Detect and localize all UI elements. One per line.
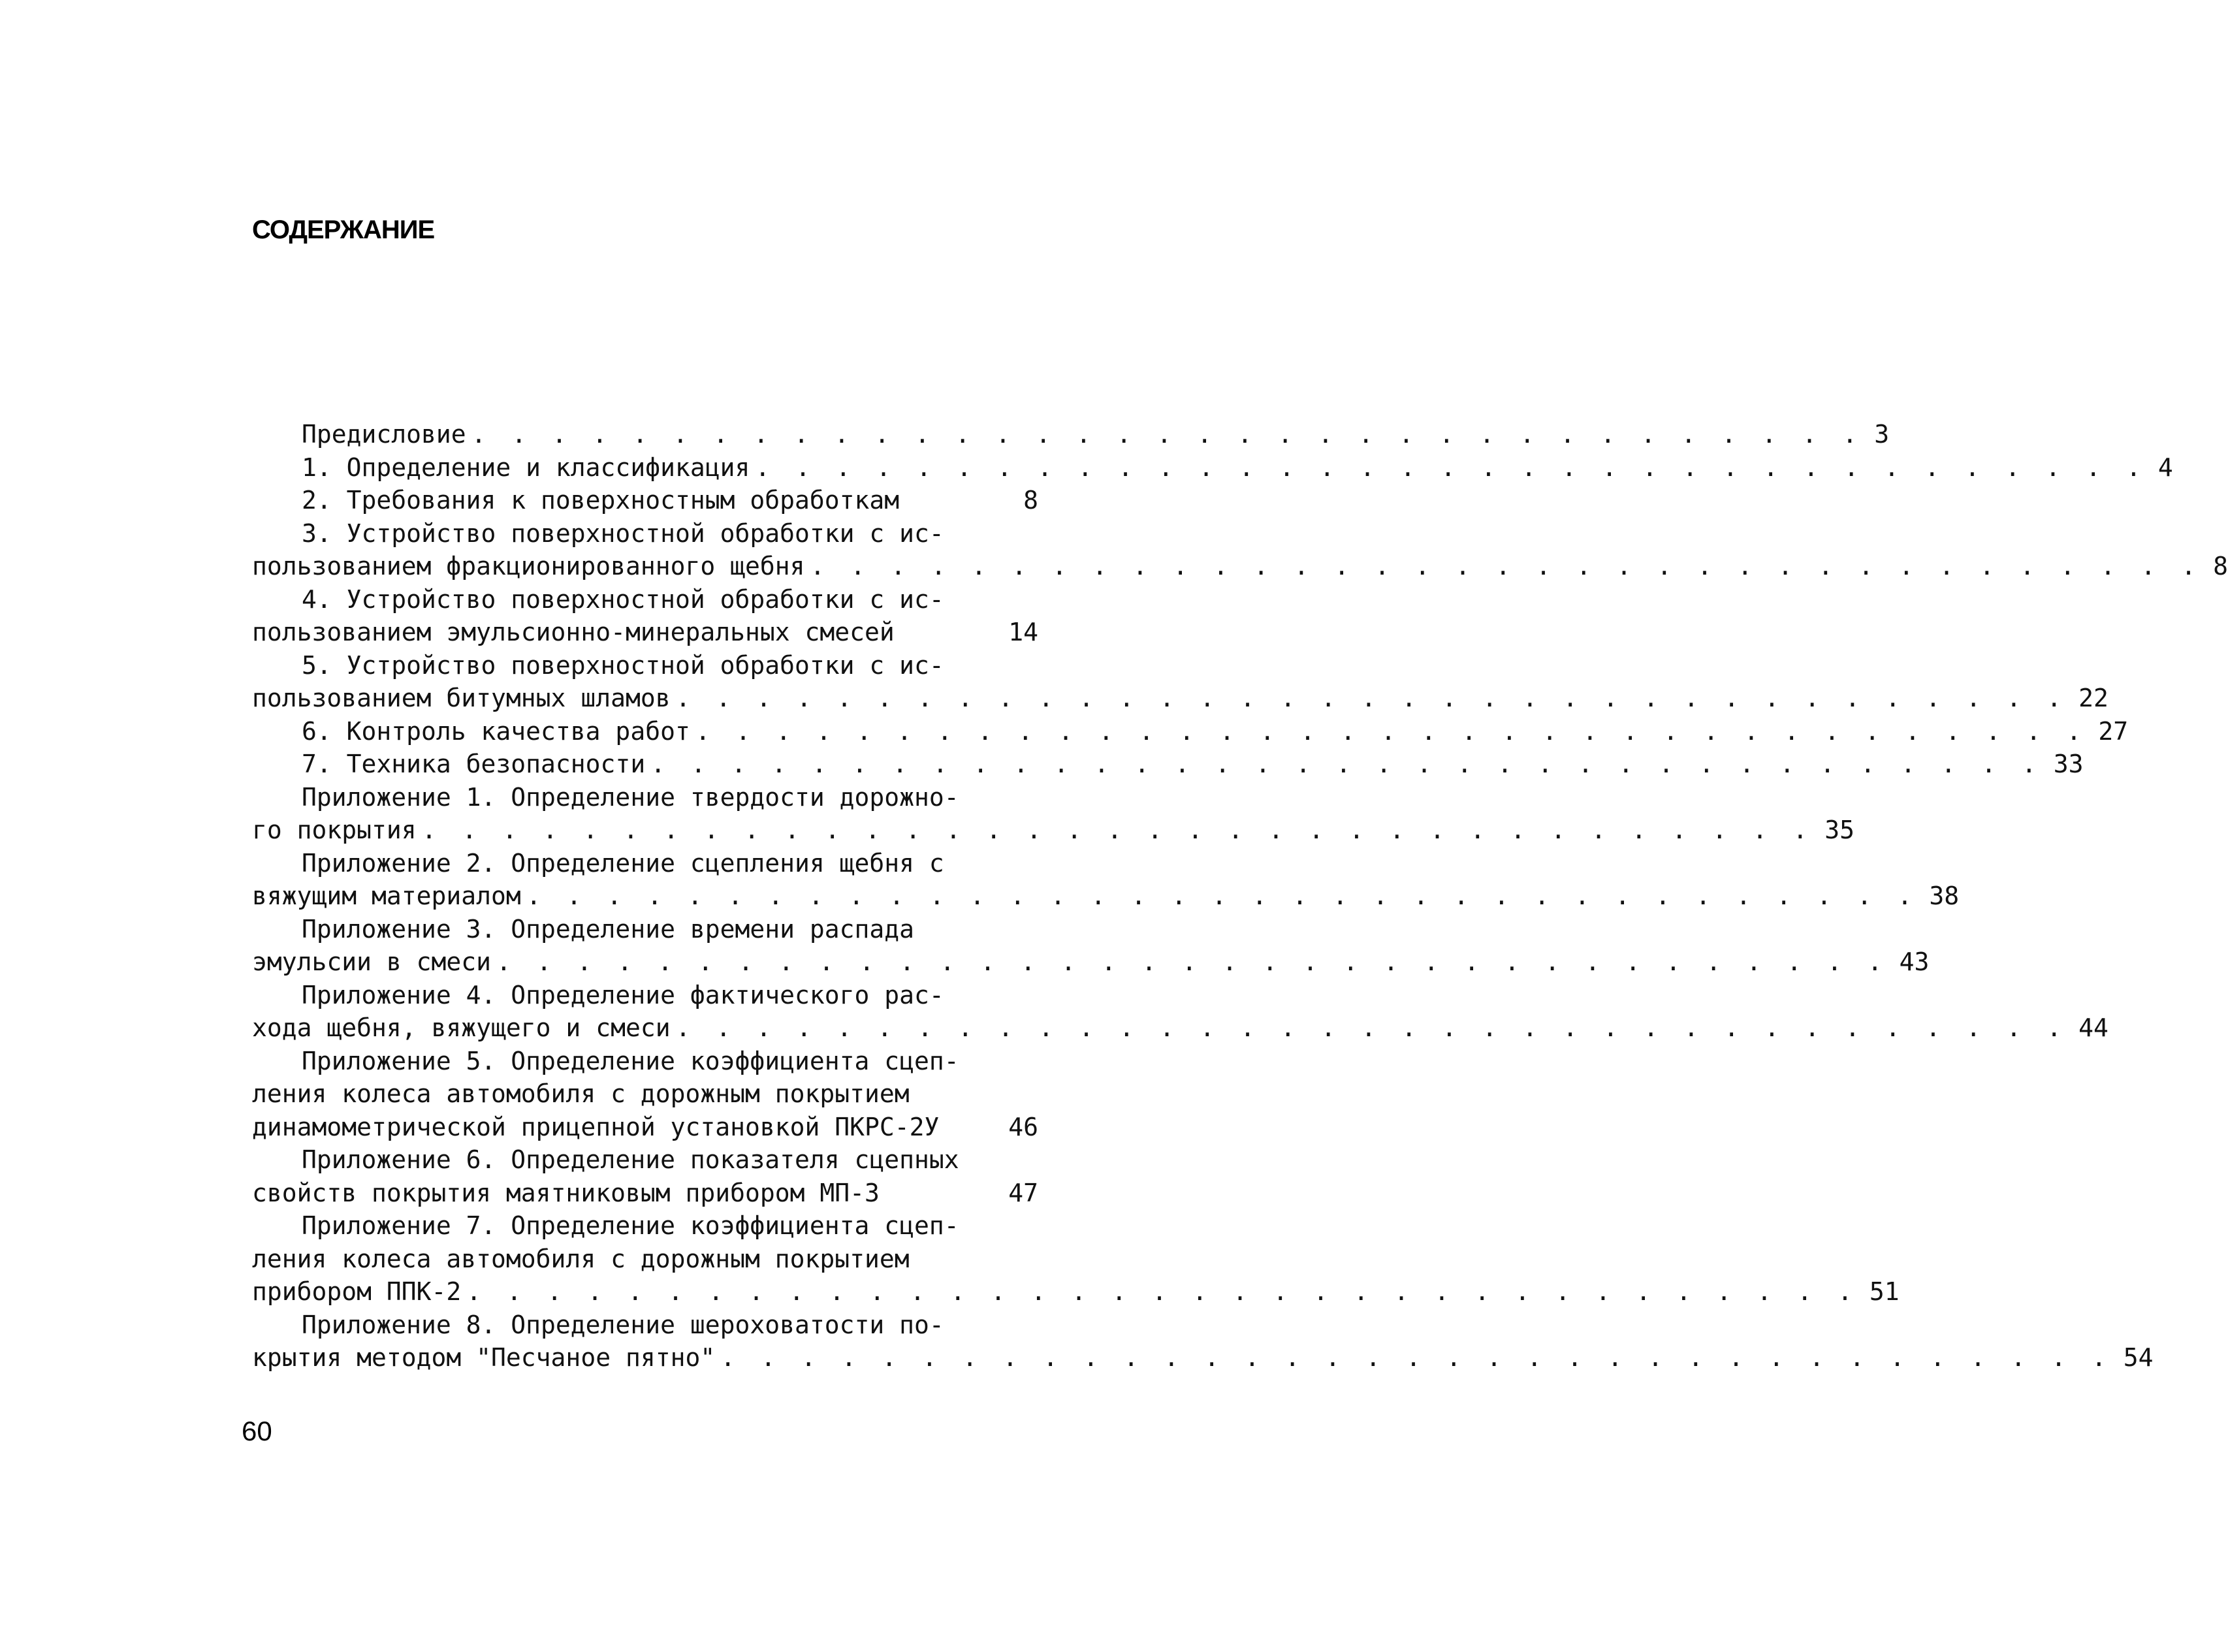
toc-entry-text: Приложение 8. Определение шероховатости по-	[302, 1310, 944, 1339]
toc-entry-text: Приложение 5. Определение коэффициента сцеп-	[302, 1046, 959, 1075]
toc-entry-text: Приложение 1. Определение твердости дорожно-	[302, 782, 959, 812]
toc-entry	[252, 1045, 1038, 1144]
toc-entry-text: эмульсии в смеси	[252, 947, 492, 976]
dot-leader: . . . . . . . . . . . . . . . . . . . . . . . . . . . . . . . . . . .	[720, 1343, 2112, 1372]
toc-entry	[252, 1209, 1900, 1309]
toc-line	[252, 583, 1038, 616]
toc-line	[252, 1077, 1038, 1111]
toc-entry-text: 2. Требования к поверхностным обработкам	[302, 486, 900, 515]
toc-entry-text: 1. Определение и классификация	[302, 453, 750, 482]
dot-leader: . . . . . . . . . . . . . . . . . . . . . . . . . . . . . . . . . . .	[650, 750, 2042, 778]
dot-leader: . . . . . . . . . . . . . . . . . . . . . . . . . . . . . . . . . . .	[471, 420, 1863, 449]
toc-line	[252, 715, 2129, 748]
toc-entry	[252, 847, 1960, 913]
toc-entry	[252, 1143, 1038, 1209]
toc-entry-text: 6. Контроль качества работ	[302, 716, 690, 746]
toc-page-number: 54	[2123, 1343, 2154, 1372]
toc-entry-text: прибором ППК-2	[252, 1277, 462, 1306]
toc-entry-text: Предисловие	[302, 420, 466, 449]
toc-line	[252, 418, 1890, 451]
toc-page-number: 33	[2053, 750, 2084, 778]
toc-entry-text: ления колеса автомобиля с дорожным покрытием	[252, 1244, 910, 1273]
toc-page-number: 46	[1008, 1112, 1038, 1141]
toc-entry-text: Приложение 4. Определение фактического рас-	[302, 980, 944, 1009]
toc-entry-text: пользованием эмульсионно-минеральных смесей	[252, 618, 895, 646]
toc-line	[252, 1111, 1038, 1144]
toc-line	[252, 1309, 1038, 1342]
toc-entry-text: свойств покрытия маятниковым прибором МП-3	[252, 1178, 880, 1207]
dot-leader: . . . . . . . . . . . . . . . . . . . . . . . . . . . . . . . . . . .	[466, 1277, 1858, 1306]
toc-line	[252, 748, 2084, 781]
toc-line	[252, 1177, 1038, 1210]
toc-entry-text: динамометрической прицепной установкой ПКРС-2У	[252, 1112, 940, 1141]
toc-entry-text: пользованием фракционированного щебня	[252, 552, 805, 580]
toc-entry-text: 4. Устройство поверхностной обработки с ис-	[302, 584, 944, 614]
toc-page-number: 51	[1869, 1277, 1900, 1306]
toc-page-number: 3	[1874, 420, 1890, 449]
toc-entry-text: 7. Техника безопасности	[302, 750, 646, 778]
toc-entry-text: ления колеса автомобиля с дорожным покрытием	[252, 1079, 910, 1108]
toc-entry	[252, 484, 1038, 517]
toc-line	[252, 913, 1038, 946]
toc-page-number: 8	[2213, 552, 2228, 580]
toc-page-number: 38	[1929, 882, 1960, 910]
toc-line	[252, 649, 1038, 682]
toc-entry-text: Приложение 6. Определение показателя сцепных	[302, 1145, 959, 1174]
toc-line	[252, 1045, 1038, 1078]
toc-line	[252, 1275, 1900, 1309]
page-number: 60	[242, 1416, 272, 1446]
toc-entry	[252, 517, 2228, 583]
toc-entry	[252, 979, 2109, 1045]
page-heading: СОДЕРЖАНИЕ	[252, 215, 435, 244]
toc-line	[252, 847, 1038, 880]
dot-leader: . . . . . . . . . . . . . . . . . . . . . . . . . . . . . . . . . . .	[496, 947, 1888, 976]
toc-line	[252, 484, 1038, 517]
dot-leader: . . . . . . . . . . . . . . . . . . . . . . . . . . . . . . . . . . .	[675, 1013, 2067, 1042]
toc-page-number: 14	[1008, 618, 1038, 646]
toc-entry-text: хода щебня, вяжущего и смеси	[252, 1013, 671, 1042]
dot-leader: . . . . . . . . . . . . . . . . . . . . . . . . . . . . . . . . . . .	[810, 552, 2202, 580]
toc-entry	[252, 748, 2084, 781]
toc-line	[252, 1243, 1038, 1276]
dot-leader: . . . . . . . . . . . . . . . . . . . . . . . . . . . . . . . . . . .	[421, 816, 1813, 844]
toc-line	[252, 814, 1855, 847]
toc-entry-text: пользованием битумных шламов	[252, 684, 671, 712]
toc-entry-text: Приложение 7. Определение коэффициента сцеп-	[302, 1211, 959, 1240]
toc-entry-text: вяжущим материалом	[252, 882, 521, 910]
toc-line	[252, 451, 2173, 484]
table-of-contents	[252, 418, 2228, 1374]
toc-page-number: 8	[1023, 486, 1038, 515]
toc-entry	[252, 583, 1038, 649]
toc-line	[252, 1011, 2109, 1045]
toc-page-number: 44	[2078, 1013, 2109, 1042]
toc-entry-text: 3. Устройство поверхностной обработки с ис-	[302, 518, 944, 548]
toc-entry	[252, 781, 1855, 847]
toc-line	[252, 979, 1038, 1012]
toc-entry	[252, 913, 1930, 979]
toc-line	[252, 682, 2109, 715]
dot-leader: . . . . . . . . . . . . . . . . . . . . . . . . . . . . . . . . . . .	[755, 453, 2146, 482]
toc-entry	[252, 451, 2173, 484]
toc-line	[252, 550, 2228, 583]
toc-page-number: 4	[2157, 453, 2173, 482]
toc-entry	[252, 418, 1890, 451]
toc-line	[252, 945, 1930, 979]
toc-page-number: 22	[2078, 684, 2109, 712]
toc-line	[252, 616, 1038, 649]
toc-line	[252, 781, 1038, 814]
toc-line	[252, 880, 1960, 913]
toc-line	[252, 1209, 1038, 1243]
toc-entry-text: крытия методом "Песчаное пятно"	[252, 1343, 716, 1372]
dot-leader: . . . . . . . . . . . . . . . . . . . . . . . . . . . . . . . . . . .	[695, 716, 2087, 746]
toc-entry-text: го покрытия	[252, 816, 417, 844]
toc-page-number: 43	[1899, 947, 1930, 976]
toc-line	[252, 1143, 1038, 1177]
toc-entry	[252, 715, 2129, 748]
toc-entry	[252, 649, 2109, 715]
toc-page-number: 27	[2098, 716, 2129, 746]
toc-entry-text: Приложение 3. Определение времени распада	[302, 914, 914, 944]
toc-line	[252, 517, 1038, 550]
dot-leader: . . . . . . . . . . . . . . . . . . . . . . . . . . . . . . . . . . .	[675, 684, 2067, 712]
toc-line	[252, 1341, 2154, 1374]
toc-entry-text: Приложение 2. Определение сцепления щебня с	[302, 848, 944, 878]
toc-page-number: 35	[1824, 816, 1855, 844]
toc-entry-text: 5. Устройство поверхностной обработки с ис-	[302, 650, 944, 680]
dot-leader: . . . . . . . . . . . . . . . . . . . . . . . . . . . . . . . . . . .	[526, 882, 1918, 910]
toc-entry	[252, 1309, 2154, 1374]
toc-page-number: 47	[1008, 1178, 1038, 1207]
